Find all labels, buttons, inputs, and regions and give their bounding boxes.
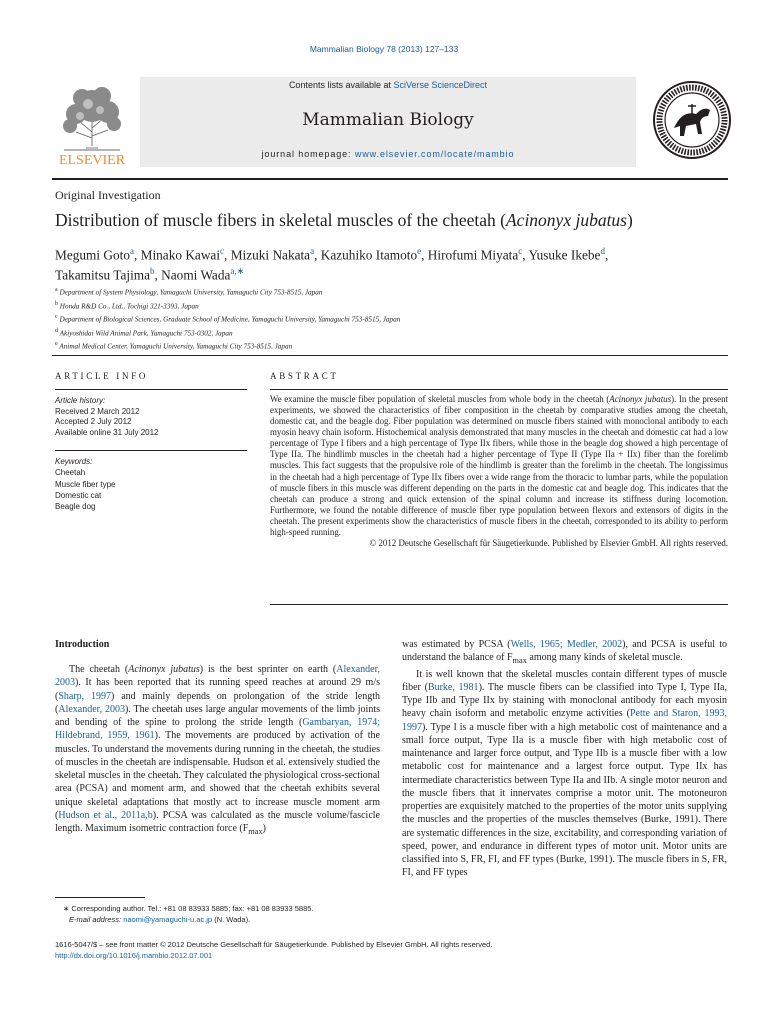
author[interactable]: Minako Kawai bbox=[140, 247, 221, 263]
affiliation: $^c$ Department of Biological Sciences, Graduate School of Medicine, Yamaguchi University, Yamaguchi 753-8515, Japan bbox=[55, 314, 401, 324]
journal-reference[interactable]: Mammalian Biology 78 (2013) 127–133 bbox=[309, 44, 459, 54]
abstract-bottom-rule bbox=[270, 604, 728, 605]
keywords-rule bbox=[55, 450, 247, 451]
author-affiliation-mark[interactable]: a,∗ bbox=[230, 266, 245, 277]
society-seal-icon bbox=[652, 80, 732, 160]
abstract-heading: ABSTRACT bbox=[270, 371, 339, 381]
author[interactable]: Mizuki Nakata bbox=[230, 247, 311, 263]
elsevier-logo[interactable] bbox=[52, 78, 132, 170]
corresponding-author-footnote: ∗ Corresponding author. Tel.: +81 08 83933 5885; fax: +81 08 83933 5885. E-mail address: naomi@yamaguchi-u.ac.jp (N. Wada). bbox=[55, 903, 395, 925]
homepage-prefix: journal homepage: bbox=[261, 149, 352, 159]
citation-link[interactable]: Alexander, 2003 bbox=[58, 703, 125, 715]
issn-notice: 1616-5047/$ – see front matter © 2012 Deutsche Gesellschaft für Säugetierkunde. Published by Elsevier GmbH. All rights reserved. bbox=[55, 940, 493, 949]
article-info-heading: ARTICLE INFO bbox=[55, 371, 149, 381]
article-info-rule bbox=[55, 389, 247, 390]
article-history bbox=[55, 396, 247, 438]
accepted-date: Accepted 2 July 2012 bbox=[55, 417, 132, 426]
citation-link[interactable]: Sharp, 1997 bbox=[58, 690, 112, 702]
author[interactable]: Naomi Wada bbox=[161, 267, 231, 283]
author[interactable]: Hirofumi Miyata bbox=[427, 247, 519, 263]
citation-link[interactable]: Pette and Staron, 1993, 1997 bbox=[402, 708, 728, 733]
author-affiliation-mark[interactable]: c bbox=[220, 246, 225, 256]
abstract-text: We examine the muscle fiber population of skeletal muscles from whole body in the cheetah (Acinonyx jubatus). In the present experiments, we showed the characteristics of fiber composition in the cheetah by comparative studies among the cheetah, domestic cat, and the beagle dog. Fiber population was determined on muscle fibers stained with monoclonal antibody to each myosin heavy chain isoform. Histochemical analysis demonstrated that many muscles in the cheetah and domestic cat had a low percentage of Type I fibers and a high percentage of Type IIx fibers, while those in the beagle dog showed a high percentage of Type IIa. The hindlimb muscles in the cheetah had a higher percentage of Type II (Type IIa + IIx) fiber than the forelimb muscles. This fact suggests that the propulsive role of the hindlimb is greater than the forelimb in the cheetah. The longissimus in the cheetah had a high percentage of Type IIx fibers over a wide range from the thoracic to lumbar parts, while the population of muscle fibers in this muscle was different depending on the parts in the domestic cat and beagle dog. This indicates that the cheetah can produce a strong and quick extension of the spinal column and increase its stiffness during locomotion. Furthermore, we found the notable difference of muscle fiber type population between flexors and extensors of digits in the cheetah. The present experiments show the characteristics of muscle fibers in the cheetah, corresponded to its ability to perform high-speed running. © 2012 Deutsche Gesellschaft für Säugetierkunde. Published by Elsevier GmbH. All rights reserved. bbox=[270, 394, 728, 549]
author-list: Megumi Goto$^a$, Minako Kawai$^c$, Mizuki Nakata$^a$, Kazuhiko Itamoto$^e$, Hirofumi Miyata$^c$, Yusuke Ikebe$^d$, Takamitsu Tajima$^b$, Naomi Wada$^{a,∗}$ bbox=[55, 246, 609, 283]
introduction-heading: Introduction bbox=[55, 639, 110, 650]
abstract-rule bbox=[270, 389, 728, 390]
author-affiliation-mark[interactable]: b bbox=[150, 266, 155, 277]
email-link[interactable]: naomi@yamaguchi-u.ac.jp bbox=[123, 915, 213, 924]
article-type: Original Investigation bbox=[55, 188, 161, 202]
contents-line bbox=[140, 80, 636, 90]
body-column-left: The cheetah (Acinonyx jubatus) is the best sprinter on earth (Alexander, 2003). It has been reported that its running speed reaches at around 29 m/s (Sharp, 1997) and mainly depends on prolongation of the stride length (Alexander, 2003). The cheetah uses large angular movements of the limb joints and bending of the spine to prolong the stride length (Gambaryan, 1974; Hildebrand, 1959, 1961). The movements are produced by activation of the muscles. To understand the movements during running in the cheetah, the studies of muscles in the cheetah are indispensable. Hudson et al. extensively studied the skeletal muscles in the cheetah. They calculated the physiological cross-sectional area (PCSA) and moment arm, and showed that the cheetah exhibits several unique skeletal adaptations that mostly act to increase muscle moment arm (Hudson et al., 2011a,b). PCSA was calculated as the muscle volume/fascicle length. Maximum isometric contraction force $(F_{max})$ bbox=[55, 664, 381, 836]
author-affiliation-mark[interactable]: c bbox=[518, 246, 523, 256]
author[interactable]: Kazuhiko Itamoto bbox=[320, 247, 418, 263]
author-affiliation-mark[interactable]: a bbox=[129, 246, 134, 256]
affiliation: $^d$ Akiyoshidai Wild Animal Park, Yamaguchi 753-0302, Japan bbox=[55, 327, 233, 338]
keyword: Domestic cat bbox=[55, 490, 102, 500]
received-date: Received 2 March 2012 bbox=[55, 406, 140, 416]
homepage-line bbox=[140, 149, 636, 159]
journal-title: Mammalian Biology bbox=[302, 110, 474, 130]
keyword: Cheetah bbox=[55, 468, 86, 478]
svg-text:ELSEVIER: ELSEVIER bbox=[58, 153, 126, 168]
keyword: Beagle dog bbox=[55, 502, 96, 512]
author-affiliation-mark[interactable]: a bbox=[310, 246, 315, 256]
citation-link[interactable]: Gambaryan, 1974; Hildebrand, 1959, 1961 bbox=[55, 717, 380, 742]
title-species: Acinonyx jubatus bbox=[505, 210, 627, 230]
contents-prefix: Contents lists available at bbox=[288, 80, 391, 90]
affiliations bbox=[55, 285, 735, 353]
doi-link[interactable]: http://dx.doi.org/10.1016/j.mambio.2012.07.001 bbox=[55, 951, 213, 960]
author-affiliation-mark[interactable]: e bbox=[417, 246, 422, 256]
article-title bbox=[55, 210, 735, 231]
email-label: E-mail address: bbox=[69, 915, 122, 924]
citation-link[interactable]: Burke, 1981 bbox=[427, 681, 479, 693]
front-matter-footer bbox=[55, 939, 735, 961]
header-divider bbox=[52, 178, 728, 180]
affiliation-divider bbox=[52, 355, 728, 356]
title-end: ) bbox=[627, 210, 633, 230]
society-seal-logo bbox=[652, 80, 732, 160]
body-column-right: was estimated by PCSA (Wells, 1965; Medler, 2002), and PCSA is useful to understand the balance of $F_{max}$ among many kinds of skeletal muscle. It is well known that the skeletal muscles contain different types of muscle fiber (Burke, 1981). The muscle fibers can be classified into Type I, Type IIa, Type IIb and Type IIx by staining with monoclonal antibody for each myosin heavy chain isoform and metabolic enzyme activities (Pette and Staron, 1993, 1997). Type I is a muscle fiber with a high metabolic cost of maintenance and a small force output, Type IIa is a muscle fiber with high metabolic cost of maintenance and larger force output, and Type IIb is a muscle fiber with a low metabolic cost for maintenance and a largest force output. Type IIx has intermediate characteristics between Type IIa and IIb. A single motor neuron and the muscle fibers that it innervates comprise a motor unit. The motoneuron properties are exquisitely matched to the properties of the motor units supplying the muscles and the properties of the muscles themselves (Burke, 1991). There are systematic differences in the size, excitability, and corresponding variation of speed, power, and endurance in different types of motor unit. Motor units are classified into S, FR, FI, and FF types (Burke, 1991). The muscle fibers in S, FR, FI, and FF types bbox=[402, 639, 728, 879]
online-date: Available online 31 July 2012 bbox=[55, 427, 159, 437]
copyright-notice: © 2012 Deutsche Gesellschaft für Säugetierkunde. Published by Elsevier GmbH. All rights reserved. bbox=[369, 538, 728, 549]
keywords-label: Keywords: bbox=[55, 457, 93, 466]
keywords bbox=[55, 456, 247, 512]
affiliation: $^b$ Honda R&D Co., Ltd., Tochigi 321-3393, Japan bbox=[55, 300, 199, 310]
elsevier-tree-icon bbox=[52, 78, 132, 170]
author-affiliation-mark[interactable]: d bbox=[600, 246, 605, 256]
author[interactable]: Takamitsu Tajima bbox=[55, 267, 151, 283]
citation-link[interactable]: Wells, 1965; Medler, 2002 bbox=[510, 639, 623, 650]
history-label: Article history: bbox=[55, 396, 106, 405]
keyword: Muscle fiber type bbox=[55, 479, 116, 489]
author[interactable]: Megumi Goto bbox=[55, 247, 130, 263]
citation-link[interactable]: Alexander, 2003 bbox=[55, 664, 381, 689]
title-main: Distribution of muscle fibers in skeletal muscles of the cheetah ( bbox=[55, 210, 506, 230]
footnote-rule bbox=[55, 897, 145, 898]
affiliation: $^e$ Animal Medical Center, Yamaguchi University, Yamaguchi City 753-8515, Japan bbox=[55, 341, 293, 351]
journal-masthead bbox=[140, 77, 636, 167]
author[interactable]: Yusuke Ikebe bbox=[528, 247, 601, 263]
citation-link[interactable]: Hudson et al., 2011a,b bbox=[58, 809, 153, 821]
sciencedirect-link[interactable]: SciVerse ScienceDirect bbox=[393, 80, 488, 90]
journal-homepage-link[interactable]: www.elsevier.com/locate/mambio bbox=[354, 149, 515, 159]
corresponding-info: ∗ Corresponding author. Tel.: +81 08 83933 5885; fax: +81 08 83933 5885. bbox=[63, 904, 314, 913]
affiliation: $^a$ Department of System Physiology, Yamaguchi University, Yamaguchi City 753-8515, Japan bbox=[55, 287, 323, 297]
